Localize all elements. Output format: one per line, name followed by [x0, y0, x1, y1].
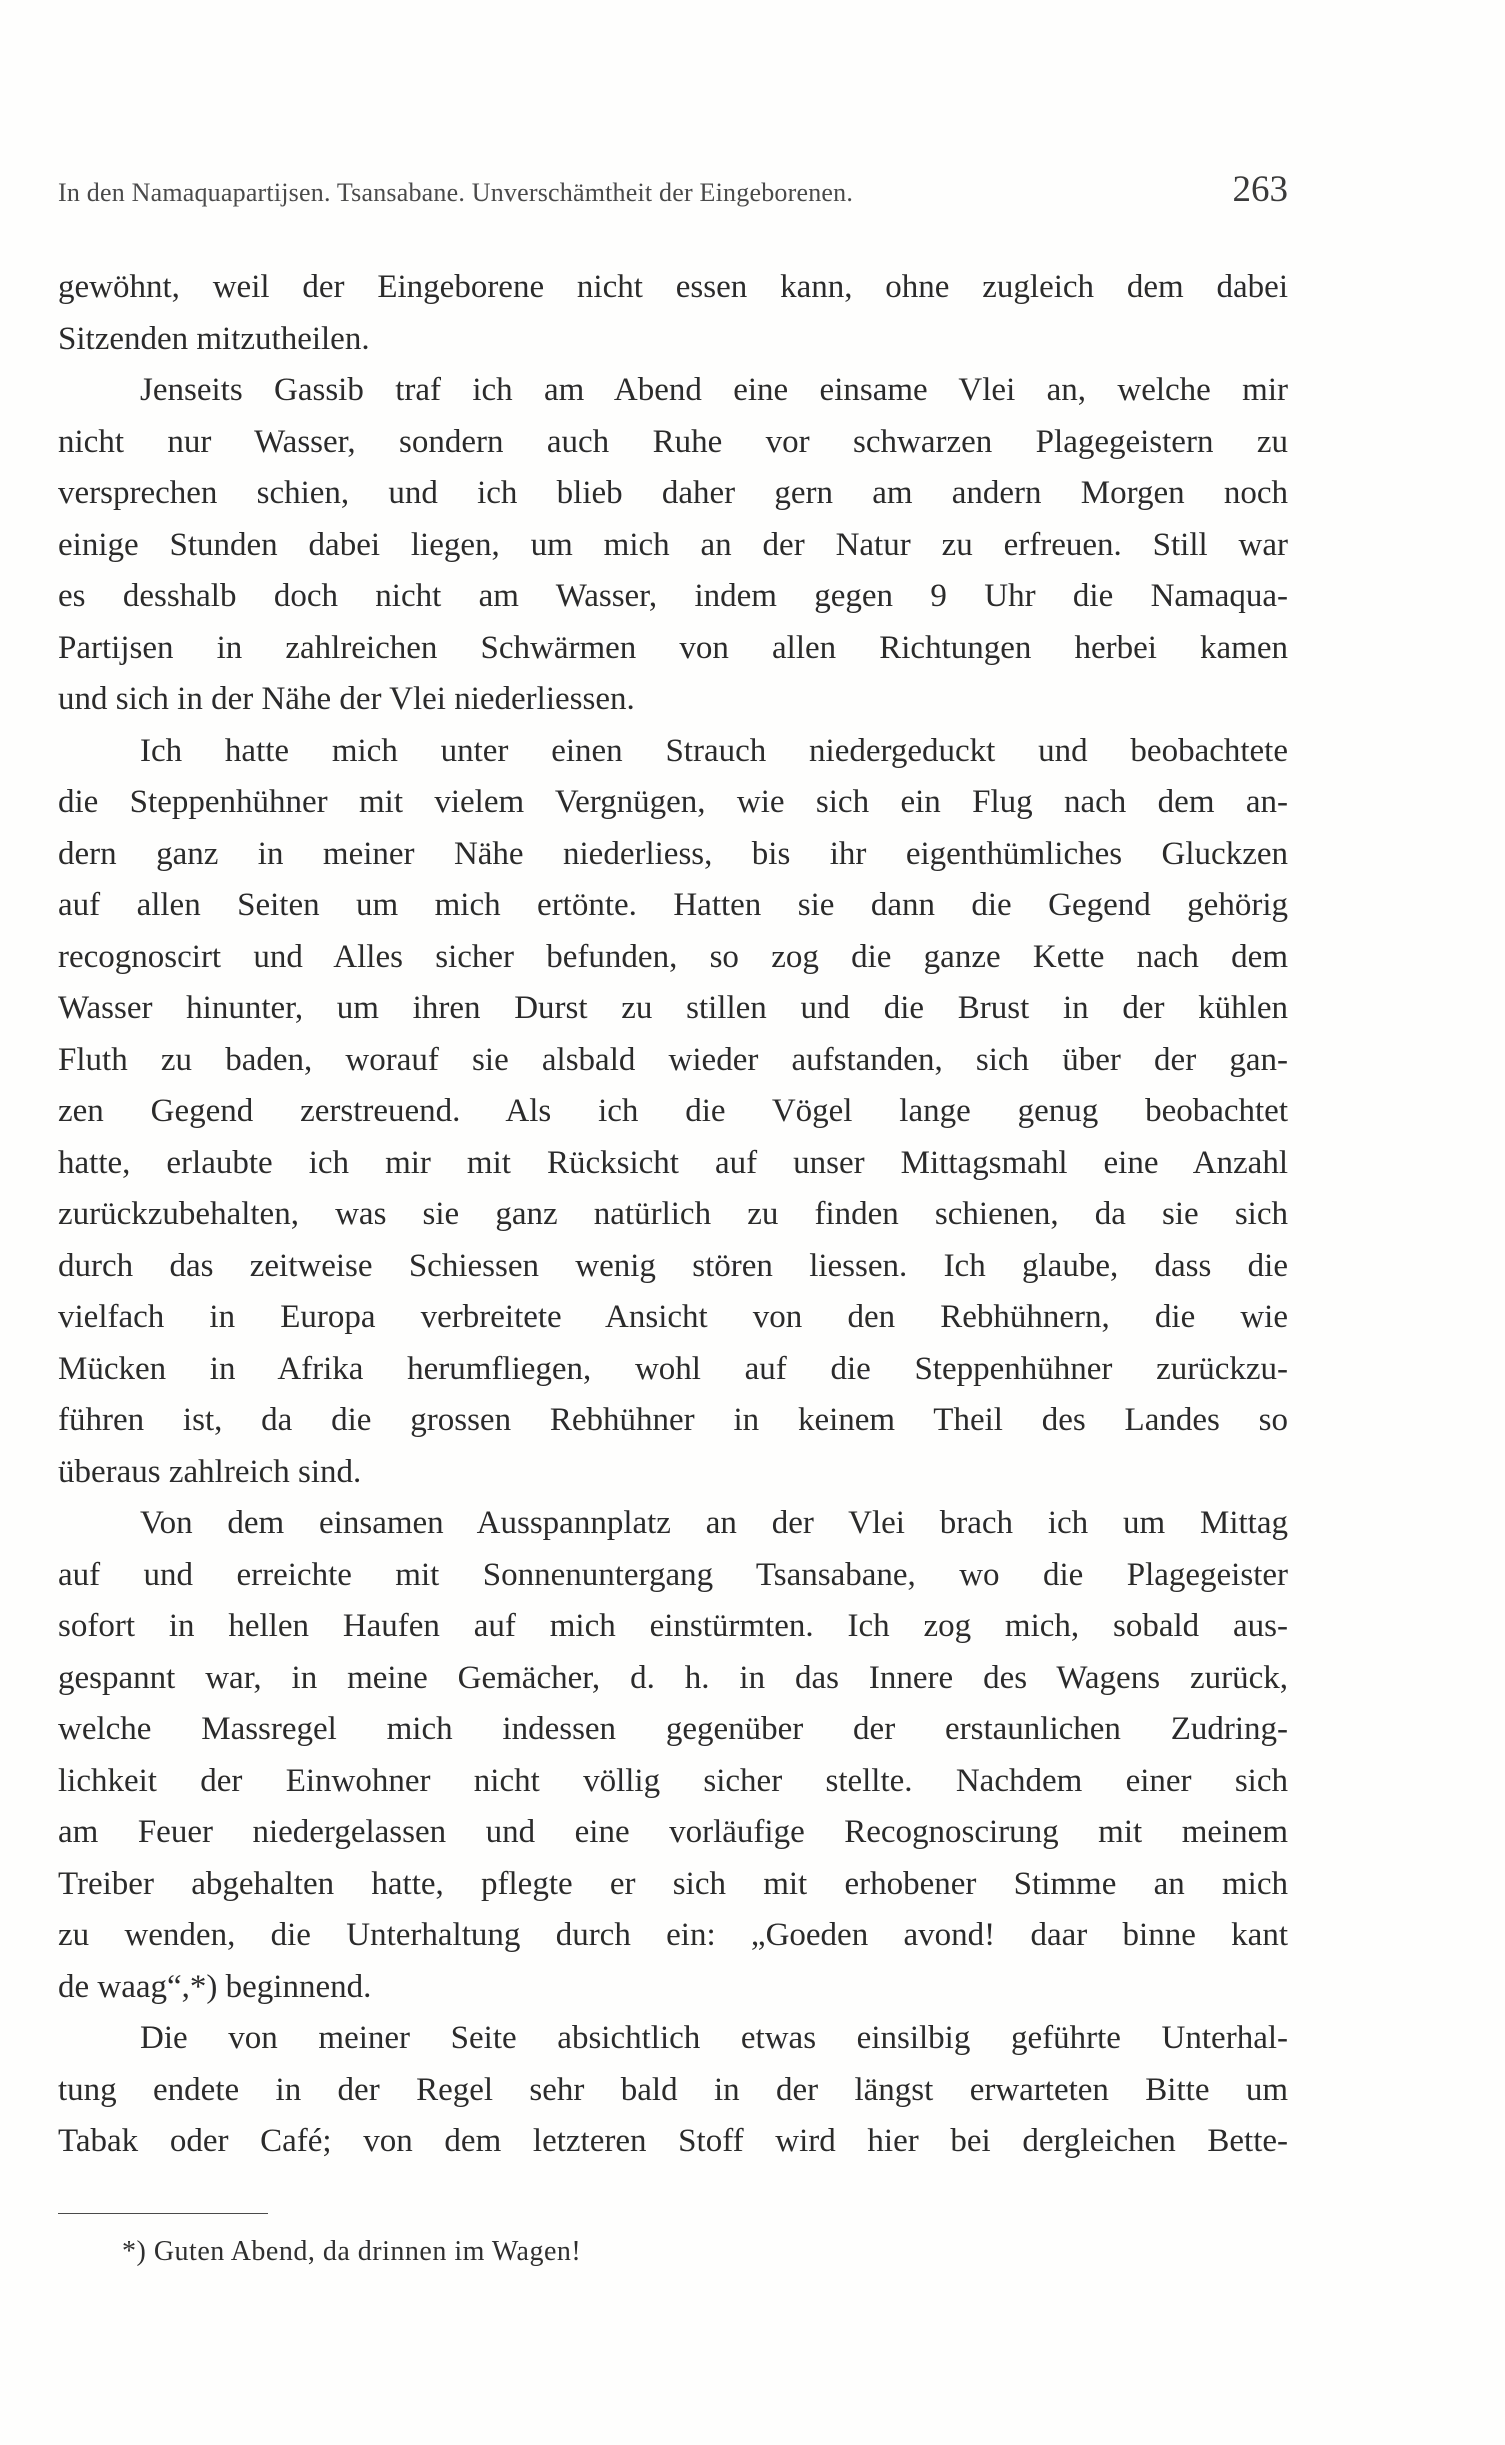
text-line: überaus zahlreich sind. — [58, 1453, 362, 1490]
text-line: die Steppenhühner mit vielem Vergnügen, wie sich ein Flug nach dem an- — [58, 784, 1288, 820]
text-line: recognoscirt und Alles sicher befunden, so zog die ganze Kette nach dem — [58, 938, 1288, 975]
paragraph-first-line: Von dem einsamen Ausspannplatz an der Vlei brach ich um Mittag — [140, 1505, 1288, 1541]
paragraph-first-line: Jenseits Gassib traf ich am Abend eine einsame Vlei an, welche mir — [140, 372, 1288, 408]
text-line: sofort in hellen Haufen auf mich einstürmten. Ich zog mich, sobald aus- — [58, 1608, 1288, 1644]
running-header — [58, 168, 1288, 228]
text-line: zu wenden, die Unterhaltung durch ein: „Goeden avond! daar binne kant — [58, 1917, 1288, 1953]
text-line: zurückzubehalten, was sie ganz natürlich zu finden schienen, da sie sich — [58, 1196, 1288, 1232]
body-text — [58, 262, 1288, 2168]
footnote-divider — [58, 2213, 268, 2214]
text-line: Fluth zu baden, worauf sie alsbald wieder aufstanden, sich über der gan- — [58, 1041, 1288, 1078]
text-line: führen ist, da die grossen Rebhühner in keinem Theil des Landes so — [58, 1402, 1288, 1438]
text-line: tung endete in der Regel sehr bald in der längst erwarteten Bitte um — [58, 2071, 1288, 2108]
text-line: zen Gegend zerstreuend. Als ich die Vögel lange genug beobachtet — [58, 1093, 1288, 1129]
text-line: lichkeit der Einwohner nicht völlig sicher stellte. Nachdem einer sich — [58, 1762, 1288, 1799]
text-line: es desshalb doch nicht am Wasser, indem gegen 9 Uhr die Namaqua- — [58, 578, 1288, 614]
text-line: gespannt war, in meine Gemächer, d. h. in das Innere des Wagens zurück, — [58, 1659, 1288, 1696]
text-line: auf allen Seiten um mich ertönte. Hatten sie dann die Gegend gehörig — [58, 887, 1288, 923]
text-line: de waag“,*) beginnend. — [58, 1968, 372, 2005]
text-line: welche Massregel mich indessen gegenüber der erstaunlichen Zudring- — [58, 1711, 1288, 1747]
text-line: hatte, erlaubte ich mir mit Rücksicht auf unser Mittagsmahl eine Anzahl — [58, 1144, 1288, 1181]
text-line: Wasser hinunter, um ihren Durst zu stillen und die Brust in der kühlen — [58, 990, 1288, 1026]
text-line: nicht nur Wasser, sondern auch Ruhe vor schwarzen Plagegeistern zu — [58, 423, 1288, 460]
paragraph-first-line: Ich hatte mich unter einen Strauch niedergeduckt und beobachtete — [140, 732, 1288, 769]
text-line: Tabak oder Café; von dem letzteren Stoff wird hier bei dergleichen Bette- — [58, 2123, 1288, 2159]
text-line: durch das zeitweise Schiessen wenig stören liessen. Ich glaube, dass die — [58, 1247, 1288, 1284]
text-line: gewöhnt, weil der Eingeborene nicht essen kann, ohne zugleich dem dabei — [58, 269, 1288, 305]
text-line: am Feuer niedergelassen und eine vorläufige Recognoscirung mit meinem — [58, 1814, 1288, 1850]
running-title: In den Namaquapartijsen. Tsansabane. Unverschämtheit der Eingeborenen. — [58, 178, 854, 207]
text-line: Sitzenden mitzutheilen. — [58, 320, 370, 357]
text-line: vielfach in Europa verbreitete Ansicht von den Rebhühnern, die wie — [58, 1299, 1288, 1335]
text-line: Mücken in Afrika herumfliegen, wohl auf die Steppenhühner zurückzu- — [58, 1350, 1288, 1387]
text-line: auf und erreichte mit Sonnenuntergang Tsansabane, wo die Plagegeister — [58, 1556, 1288, 1593]
text-line: Partijsen in zahlreichen Schwärmen von allen Richtungen herbei kamen — [58, 629, 1288, 666]
text-line: Treiber abgehalten hatte, pflegte er sich mit erhobener Stimme an mich — [58, 1865, 1288, 1902]
text-line: und sich in der Nähe der Vlei niederliessen. — [58, 681, 635, 717]
text-line: einige Stunden dabei liegen, um mich an der Natur zu erfreuen. Still war — [58, 526, 1288, 563]
text-line: versprechen schien, und ich blieb daher gern am andern Morgen noch — [58, 475, 1288, 511]
paragraph-first-line: Die von meiner Seite absichtlich etwas einsilbig geführte Unterhal- — [140, 2020, 1288, 2056]
text-line: dern ganz in meiner Nähe niederliess, bis ihr eigenthümliches Gluckzen — [58, 835, 1288, 872]
page-number: 263 — [1232, 169, 1288, 210]
footnote: *) Guten Abend, da drinnen im Wagen! — [122, 2236, 582, 2267]
